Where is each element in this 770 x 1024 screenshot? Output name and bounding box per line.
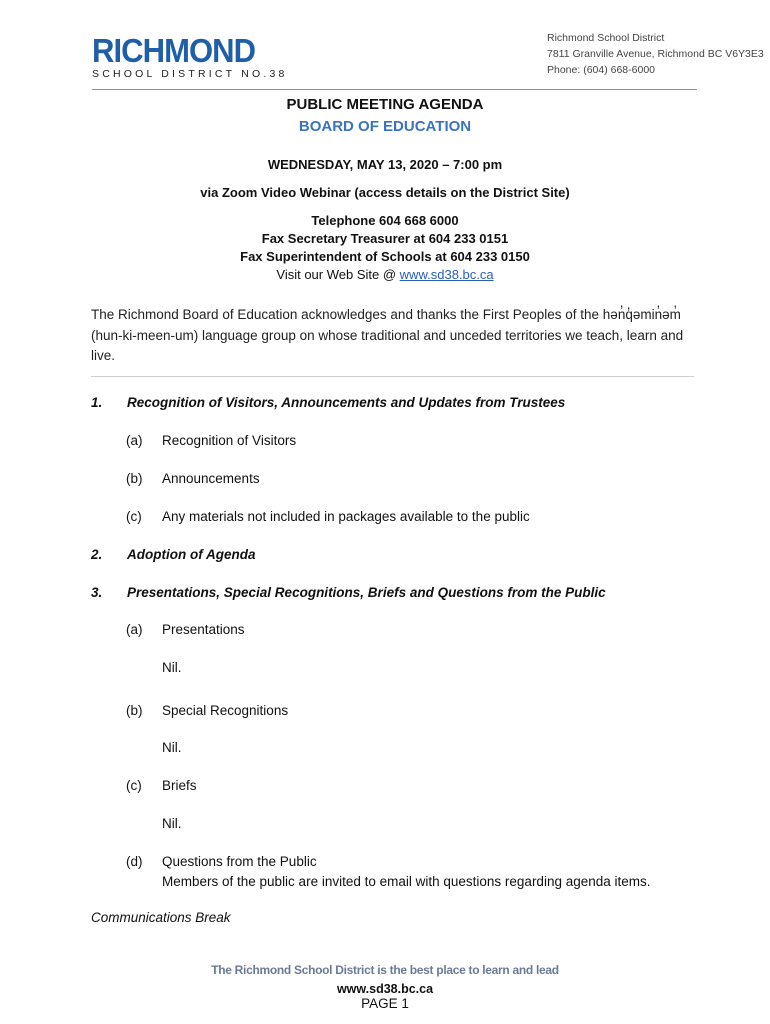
sub-item-letter: (a) [126, 433, 143, 448]
meeting-date-time: WEDNESDAY, MAY 13, 2020 – 7:00 pm [267, 157, 503, 172]
page-title: PUBLIC MEETING AGENDA [286, 96, 484, 113]
district-address: 7811 Granville Avenue, Richmond BC V6Y3E3 [547, 48, 764, 60]
meeting-telephone: Telephone 604 668 6000 [311, 213, 459, 228]
agenda-item-number: 1. [91, 395, 103, 410]
sub-item-text: Briefs [162, 778, 197, 793]
land-acknowledgement: The Richmond Board of Education acknowledges and thanks the First Peoples of the hən̓q̓əmin̓əm̓ (hun-ki-meen-um) language group on whose traditional and unceded territories we teach, learn and live. [91, 307, 684, 363]
sub-item-text: Questions from the Public [162, 854, 317, 869]
footer-url[interactable]: www.sd38.bc.ca [336, 982, 434, 996]
page-number: PAGE 1 [361, 996, 409, 1011]
agenda-item-heading: Adoption of Agenda [127, 547, 256, 562]
district-name: Richmond School District [547, 32, 665, 44]
sub-item-note: Members of the public are invited to email with questions regarding agenda items. [162, 874, 651, 889]
sub-item-text: Special Recognitions [162, 703, 289, 718]
sub-item-text: Presentations [162, 622, 245, 637]
website-line [0, 267, 770, 282]
section-divider [91, 376, 694, 377]
sub-item-text: Announcements [162, 471, 260, 486]
sub-item-text: Recognition of Visitors [162, 433, 297, 448]
agenda-item-heading: Recognition of Visitors, Announcements and Updates from Trustees [127, 395, 566, 410]
website-link[interactable]: www.sd38.bc.ca [399, 267, 494, 282]
logo-subtitle: SCHOOL DISTRICT NO.38 [92, 68, 288, 80]
agenda-item-number: 3. [91, 585, 103, 600]
website-prefix: Visit our Web Site @ [276, 267, 397, 282]
header-divider [92, 89, 697, 90]
fax-secretary: Fax Secretary Treasurer at 604 233 0151 [261, 231, 509, 246]
sub-item-letter: (c) [126, 778, 142, 793]
sub-item-letter: (b) [126, 471, 143, 486]
sub-item-letter: (b) [126, 703, 143, 718]
district-contact-block [547, 30, 764, 78]
communications-break: Communications Break [91, 910, 231, 925]
sub-item-letter: (a) [126, 622, 143, 637]
sub-item-note: Nil. [162, 660, 182, 675]
sub-item-letter: (d) [126, 854, 143, 869]
district-phone: Phone: (604) 668-6000 [547, 64, 655, 76]
agenda-item-number: 2. [91, 547, 103, 562]
sub-item-note: Nil. [162, 740, 182, 755]
page-subtitle: BOARD OF EDUCATION [298, 118, 472, 135]
footer-tagline: The Richmond School District is the best place to learn and lead [211, 963, 559, 977]
sub-item-letter: (c) [126, 509, 142, 524]
district-logo [92, 32, 288, 80]
meeting-via: via Zoom Video Webinar (access details on the District Site) [200, 185, 570, 200]
fax-superintendent: Fax Superintendent of Schools at 604 233 0150 [240, 249, 530, 264]
logo-wordmark: RICHMOND [92, 32, 256, 69]
sub-item-note: Nil. [162, 816, 182, 831]
sub-item-text: Any materials not included in packages available to the public [162, 509, 530, 524]
agenda-item-heading: Presentations, Special Recognitions, Briefs and Questions from the Public [127, 585, 606, 600]
